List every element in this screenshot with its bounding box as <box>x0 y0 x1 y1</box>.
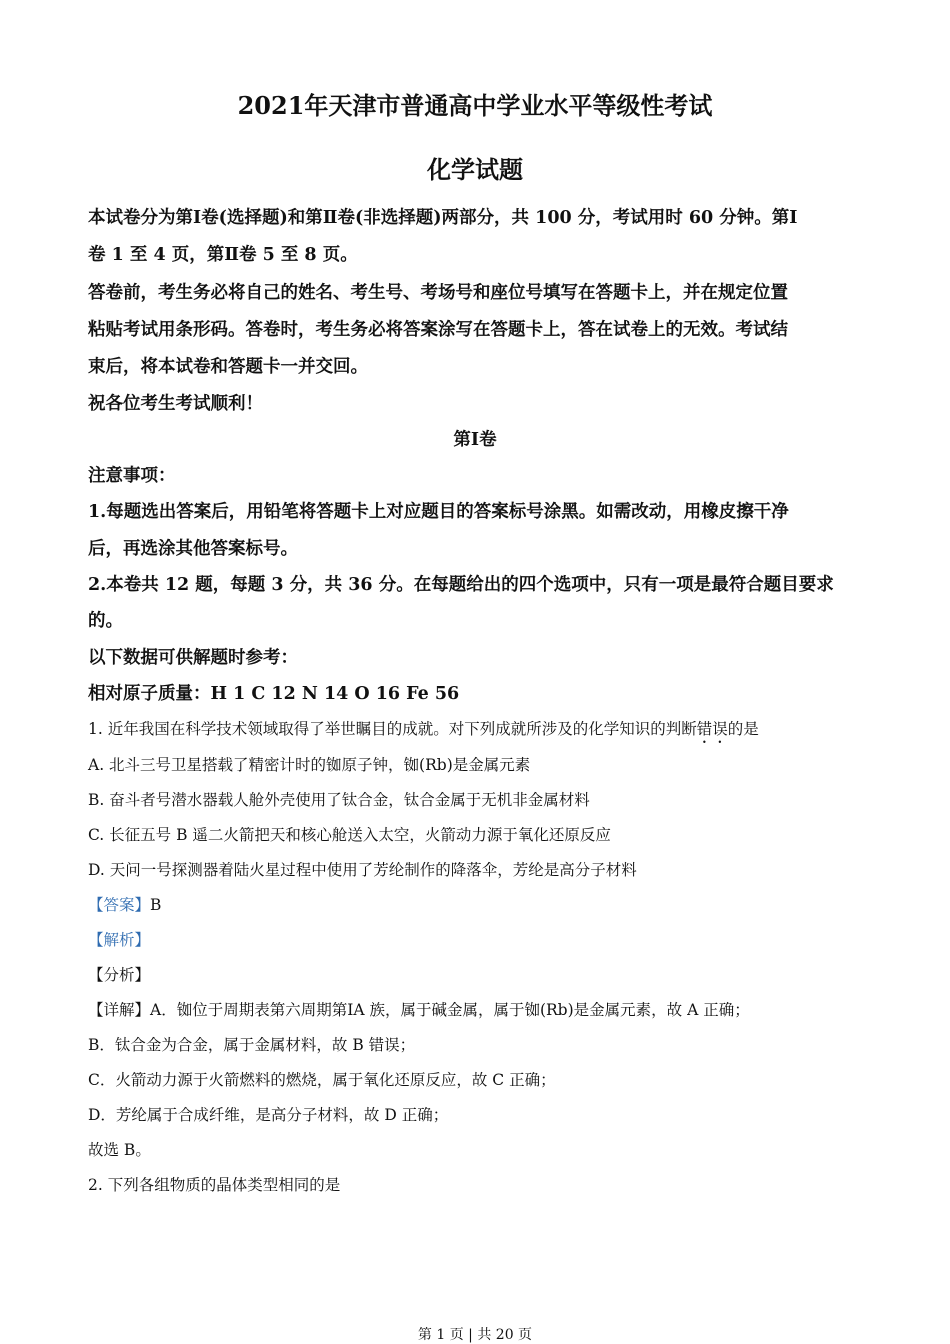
answer-tag: 【答案】 <box>88 896 151 914</box>
detail-tag: 【详解】 <box>88 1001 151 1019</box>
note-2-line-1: 2.本卷共 12 题，每题 3 分，共 36 分。在每题给出的四个选项中，只有一项是最符合题目要求 <box>88 575 834 595</box>
option-a: A. 北斗三号卫星搭载了精密计时的铷原子钟，铷(Rb)是金属元素 <box>88 756 531 774</box>
exam-title: 2021年天津市普通高中学业水平等级性考试 <box>237 91 713 120</box>
detail-line-c: C．火箭动力源于火箭燃料的燃烧，属于氧化还原反应，故 C 正确； <box>88 1071 556 1089</box>
option-b: B. 奋斗者号潜水器载人舱外壳使用了钛合金，钛合金属于无机非金属材料 <box>88 791 590 809</box>
question-1-stem <box>88 717 868 747</box>
note-2-line-2: 的。 <box>88 611 123 631</box>
exam-subtitle: 化学试题 <box>427 155 523 184</box>
intro-line-6: 祝各位考生考试顺利！ <box>88 394 263 414</box>
intro-line-3: 答卷前，考生务必将自己的姓名、考生号、考场号和座位号填写在答题卡上，并在规定位置 <box>88 283 788 303</box>
intro-line-2: 卷 1 至 4 页，第Ⅱ卷 5 至 8 页。 <box>88 245 358 265</box>
detail-line-b: B．钛合金为合金，属于金属材料，故 B 错误； <box>88 1036 416 1054</box>
notes-label: 注意事项： <box>88 466 176 486</box>
question-1-stem-end: 的是 <box>727 720 759 738</box>
detail-line-a <box>88 998 868 1020</box>
question-2-stem: 2. 下列各组物质的晶体类型相同的是 <box>88 1176 341 1194</box>
page-footer: 第 1 页 | 共 20 页 <box>417 1327 533 1343</box>
atomic-mass-line: 相对原子质量：H 1 C 12 N 14 O 16 Fe 56 <box>88 684 460 704</box>
intro-line-4: 粘贴考试用条形码。答卷时，考生务必将答案涂写在答题卡上，答在试卷上的无效。考试结 <box>88 320 788 340</box>
fenxi-tag: 【分析】 <box>88 966 151 984</box>
note-1-line-1: 1.每题选出答案后，用铅笔将答题卡上对应题目的答案标号涂黑。如需改动，用橡皮擦干净 <box>88 502 789 522</box>
option-c: C. 长征五号 B 遥二火箭把天和核心舱送入太空，火箭动力源于氧化还原反应 <box>88 826 611 844</box>
reference-label: 以下数据可供解题时参考： <box>88 648 298 668</box>
detail-line-d: D．芳纶属于合成纤维，是高分子材料，故 D 正确； <box>88 1106 449 1124</box>
option-d: D. 天问一号探测器着陆火星过程中使用了芳纶制作的降落伞，芳纶是高分子材料 <box>88 861 637 879</box>
note-1-line-2: 后，再选涂其他答案标号。 <box>88 539 298 559</box>
section-heading: 第Ⅰ卷 <box>453 430 497 450</box>
question-1-stem-text: 1. 近年我国在科学技术领域取得了举世瞩目的成就。对下列成就所涉及的化学知识的判断 <box>88 720 697 738</box>
detail-a-text: A．铷位于周期表第六周期第ⅠA 族，属于碱金属，属于铷(Rb)是金属元素，故 A 正确； <box>150 1001 750 1019</box>
intro-line-1: 本试卷分为第Ⅰ卷(选择题)和第Ⅱ卷(非选择题)两部分，共 100 分，考试用时 60 分钟。第Ⅰ <box>88 208 798 228</box>
analysis-tag: 【解析】 <box>88 931 151 949</box>
intro-line-5: 束后，将本试卷和答题卡一并交回。 <box>88 357 368 377</box>
answer-value: B <box>150 896 162 914</box>
answer-line <box>88 893 868 915</box>
question-1-emphasis: 错误 <box>696 720 728 738</box>
conclusion-line: 故选 B。 <box>88 1141 151 1159</box>
